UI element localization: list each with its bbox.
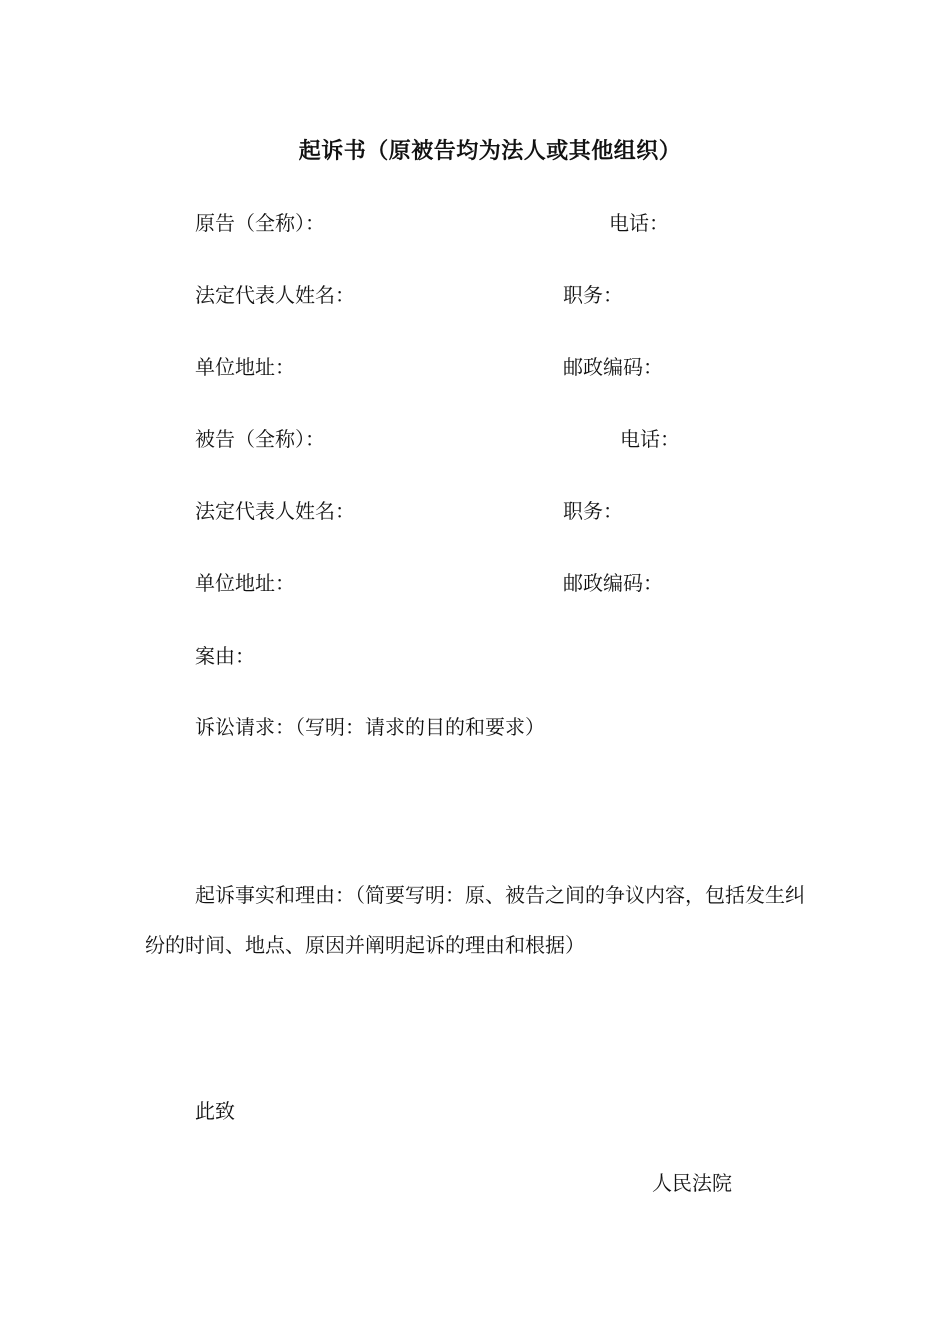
claims-label: 诉讼请求：（写明：请求的目的和要求）: [195, 715, 545, 739]
plaintiff-name-label: 原告（全称）：: [195, 211, 325, 235]
defendant-position-label: 职务：: [563, 499, 623, 523]
document-title: 起诉书（原被告均为法人或其他组织）: [298, 138, 682, 164]
plaintiff-phone-label: 电话：: [609, 211, 669, 235]
plaintiff-position-label: 职务：: [563, 283, 623, 307]
plaintiff-address-label: 单位地址：: [195, 355, 295, 379]
defendant-rep-label: 法定代表人姓名：: [195, 499, 355, 523]
facts-paragraph: 起诉事实和理由：（简要写明：原、被告之间的争议内容，包括发生纠纷的时间、地点、原因并阐明起诉的理由和根据）: [145, 883, 805, 957]
defendant-name-label: 被告（全称）：: [195, 427, 325, 451]
plaintiff-postcode-label: 邮政编码：: [563, 355, 663, 379]
court-name: 人民法院: [652, 1171, 732, 1195]
case-cause-label: 案由：: [195, 644, 255, 668]
closing-text: 此致: [195, 1099, 235, 1123]
defendant-phone-label: 电话：: [620, 427, 680, 451]
defendant-address-label: 单位地址：: [195, 571, 295, 595]
plaintiff-rep-label: 法定代表人姓名：: [195, 283, 355, 307]
defendant-postcode-label: 邮政编码：: [563, 571, 663, 595]
